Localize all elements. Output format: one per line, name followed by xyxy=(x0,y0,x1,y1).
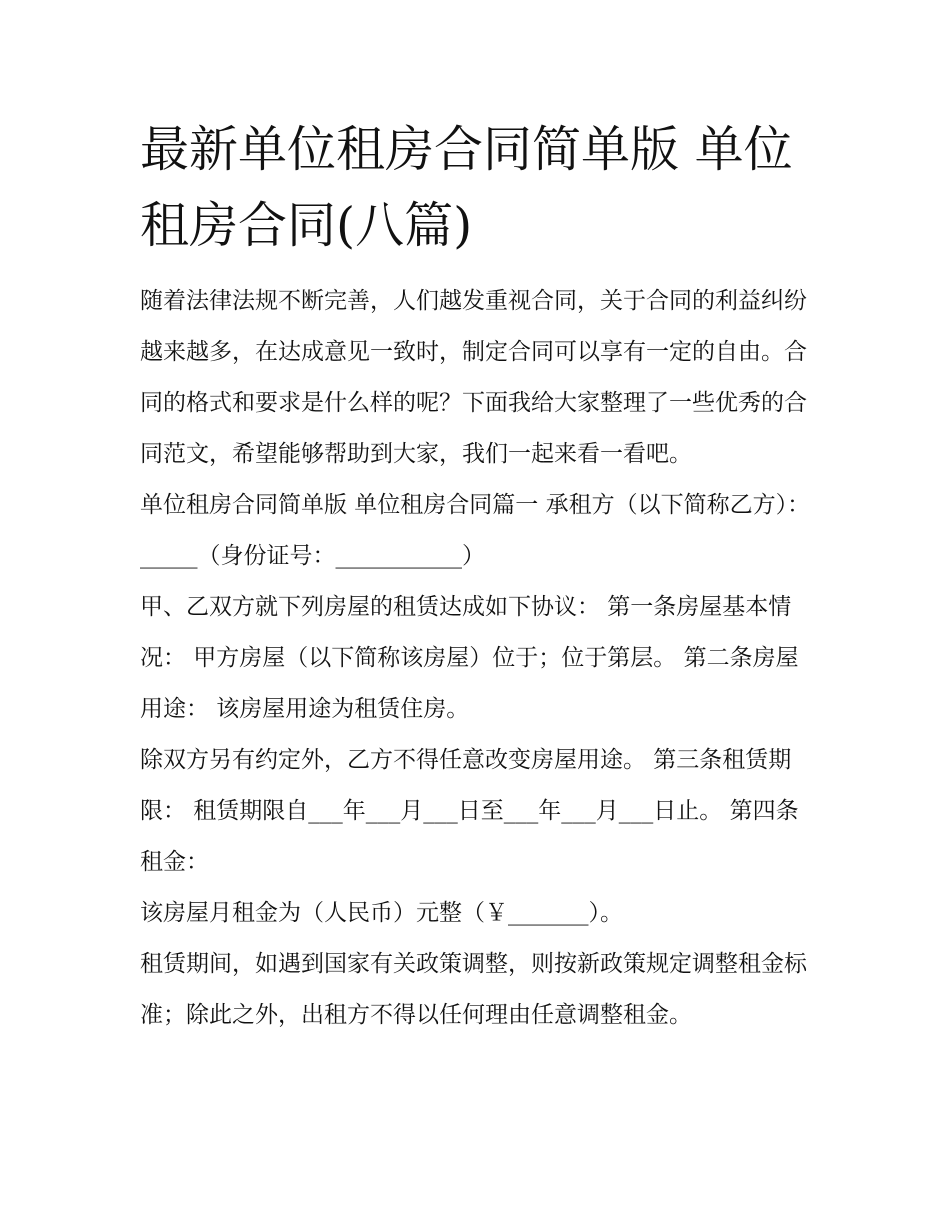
paragraph-contract-header: 单位租房合同简单版 单位租房合同篇一 承租方（以下简称乙方）：_____（身份证号：___________） xyxy=(140,492,811,569)
document-title: 最新单位租房合同简单版 单位租房合同(八篇) xyxy=(140,121,793,254)
paragraph-intro: 随着法律法规不断完善，人们越发重视合同，关于合同的利益纠纷越来越多，在达成意见一致时，制定合同可以享有一定的自由。合同的格式和要求是什么样的呢？下面我给大家整理了一些优秀的合同范文，希望能够帮助到大家，我们一起来看一看吧。 xyxy=(140,288,807,467)
paragraph-article-3-4: 除双方另有约定外，乙方不得任意改变房屋用途。 第三条租赁期限： 租赁期限自___年___月___日至___年___月___日止。 第四条租金： xyxy=(140,747,799,875)
paragraph-article-1-2: 甲、乙双方就下列房屋的租赁达成如下协议： 第一条房屋基本情况： 甲方房屋（以下简称该房屋）位于；位于第层。 第二条房屋用途： 该房屋用途为租赁住房。 xyxy=(140,594,799,722)
paragraph-rent-adjustment: 租赁期间，如遇到国家有关政策调整，则按新政策规定调整租金标准；除此之外，出租方不得以任何理由任意调整租金。 xyxy=(140,951,807,1028)
document-page xyxy=(140,112,815,1041)
paragraph-rent-amount: 该房屋月租金为（人民币）元整（￥_______）。 xyxy=(140,900,623,926)
